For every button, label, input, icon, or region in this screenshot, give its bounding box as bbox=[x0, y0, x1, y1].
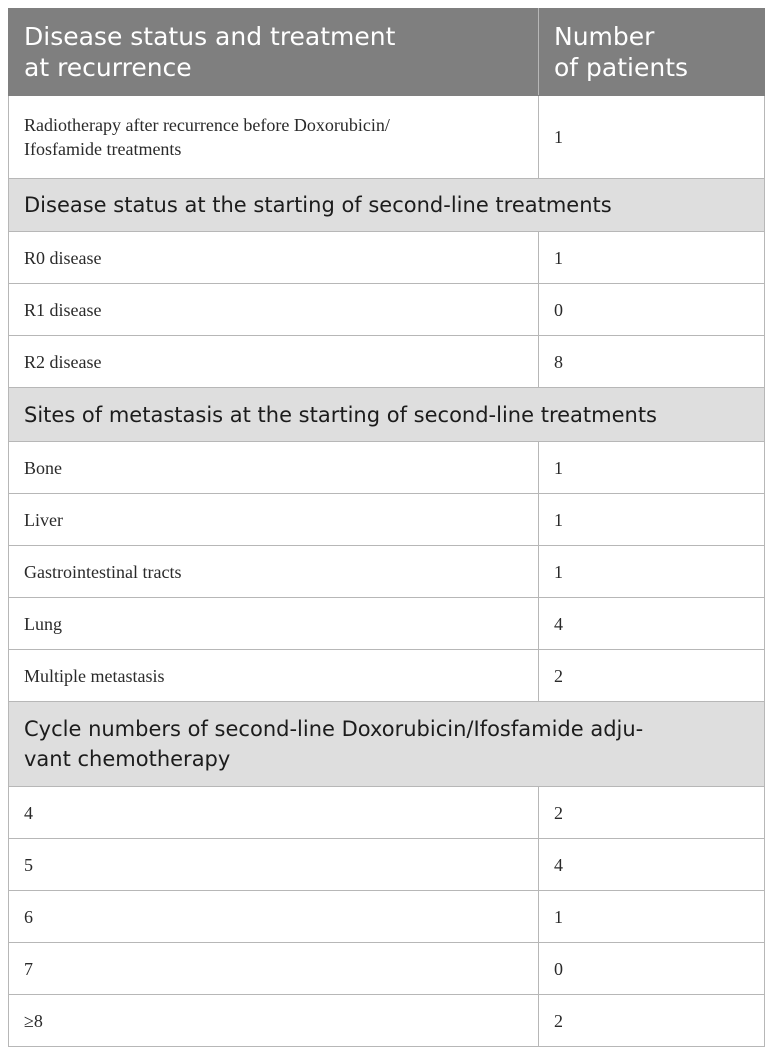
table-row bbox=[9, 442, 765, 494]
row-value: 2 bbox=[539, 995, 765, 1047]
table-row bbox=[9, 96, 765, 179]
row-label: R1 disease bbox=[9, 284, 539, 336]
section-header-row bbox=[9, 179, 765, 232]
header-disease-status: Disease status and treatment at recurrence bbox=[9, 9, 539, 96]
row-label: 6 bbox=[9, 891, 539, 943]
row-value: 1 bbox=[539, 546, 765, 598]
data-table bbox=[8, 8, 765, 1047]
row-label: R0 disease bbox=[9, 232, 539, 284]
row-value: 0 bbox=[539, 284, 765, 336]
table-row bbox=[9, 546, 765, 598]
table-row bbox=[9, 650, 765, 702]
row-value: 8 bbox=[539, 336, 765, 388]
row-value: 0 bbox=[539, 943, 765, 995]
table-row bbox=[9, 943, 765, 995]
table-row bbox=[9, 891, 765, 943]
row-value: 1 bbox=[539, 494, 765, 546]
row-label: Gastrointestinal tracts bbox=[9, 546, 539, 598]
row-label: R2 disease bbox=[9, 336, 539, 388]
row-value: 4 bbox=[539, 598, 765, 650]
row-value: 1 bbox=[539, 442, 765, 494]
table-row bbox=[9, 787, 765, 839]
row-label: 7 bbox=[9, 943, 539, 995]
table-row bbox=[9, 839, 765, 891]
table-row bbox=[9, 995, 765, 1047]
row-value: 1 bbox=[539, 96, 765, 179]
row-value: 2 bbox=[539, 787, 765, 839]
row-value: 1 bbox=[539, 891, 765, 943]
section-header-row bbox=[9, 388, 765, 442]
row-value: 1 bbox=[539, 232, 765, 284]
section-title: Cycle numbers of second-line Doxorubicin/Ifosfamide adju- vant chemotherapy bbox=[9, 702, 765, 787]
row-label: Radiotherapy after recurrence before Doxorubicin/ Ifosfamide treatments bbox=[9, 96, 539, 179]
section-title: Sites of metastasis at the starting of second-line treatments bbox=[9, 388, 765, 442]
table-row bbox=[9, 598, 765, 650]
row-value: 2 bbox=[539, 650, 765, 702]
row-label: ≥8 bbox=[9, 995, 539, 1047]
row-label: Liver bbox=[9, 494, 539, 546]
row-value: 4 bbox=[539, 839, 765, 891]
section-header-row bbox=[9, 702, 765, 787]
row-label: 5 bbox=[9, 839, 539, 891]
row-label: Multiple metastasis bbox=[9, 650, 539, 702]
table-row bbox=[9, 284, 765, 336]
table-row bbox=[9, 232, 765, 284]
header-row bbox=[9, 9, 765, 96]
section-title: Disease status at the starting of second-line treatments bbox=[9, 179, 765, 232]
header-number-of-patients: Number of patients bbox=[539, 9, 765, 96]
table-row bbox=[9, 494, 765, 546]
row-label: Lung bbox=[9, 598, 539, 650]
table-row bbox=[9, 336, 765, 388]
row-label: Bone bbox=[9, 442, 539, 494]
row-label: 4 bbox=[9, 787, 539, 839]
